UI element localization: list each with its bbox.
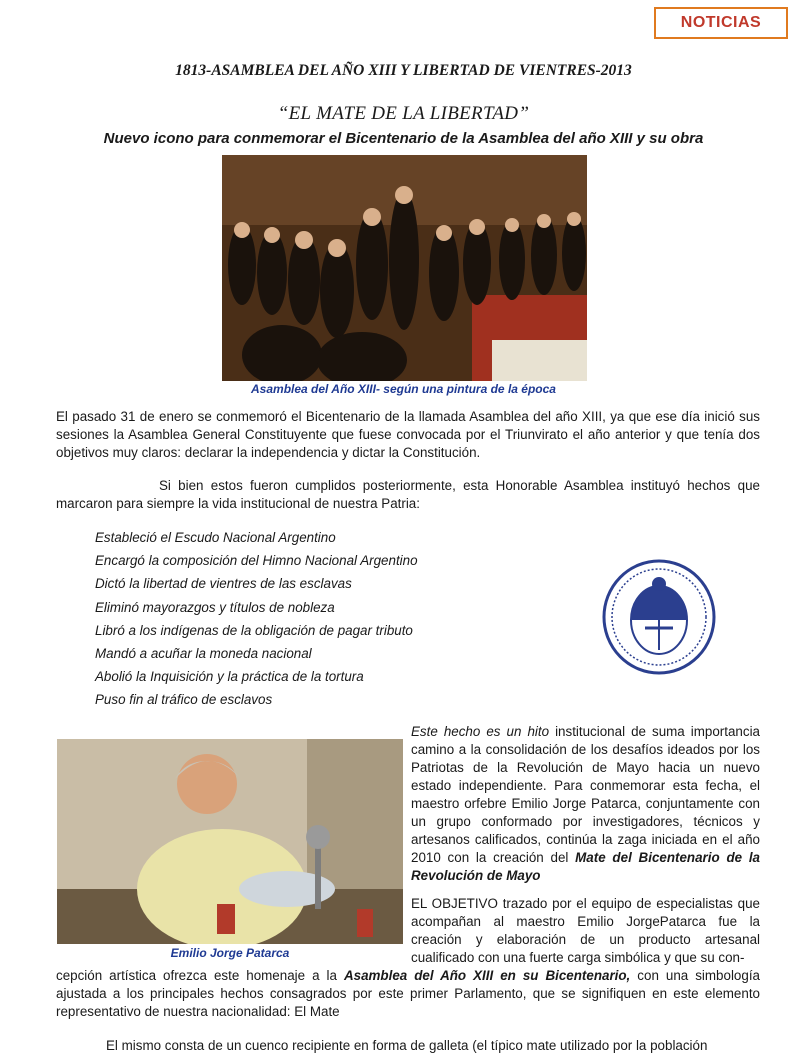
- list-item: Puso fin al tráfico de esclavos: [95, 692, 273, 708]
- column-paragraph-2: EL OBJETIVO trazado por el equipo de especialistas que acompañan al maestro Emilio JorgePatarca fue la creación y elaboración de un producto artesanal cualificado con una fuerte carga simbólica y que su con-: [411, 896, 760, 965]
- hito-lead-text: Este hecho es un hito: [411, 724, 550, 739]
- column-paragraph-1: Este hecho es un hito institucional de suma importancia camino a la consolidación de los desafíos ideados por los Patriotas de la Revolución de Mayo hacia un nuevo estado independiente. Para conmemorar esta fecha, el maestro orfebre Emilio Jorge Patarca, conjuntamente con un grupo conformado por investigadores, técnicos y artesanos calificados, continúa la zaga iniciada en el año 2010 con la creación del Mate del Bicentenario de la Revolución de Mayo: [411, 724, 761, 883]
- article-subtitle: Nuevo icono para conmemorar el Bicentenario de la Asamblea del año XIII y su obra: [103, 130, 704, 147]
- list-item: Dictó la libertad de vientres de las esclavas: [95, 576, 352, 592]
- list-item: Encargó la composición del Himno Nacional Argentino: [95, 553, 418, 569]
- intro-paragraph: El pasado 31 de enero se conmemoró el Bicentenario de la llamada Asamblea del año XIII, ya que ese día inició sus sesiones la Asamblea General Constituyente que fuese convocada por el Triunvirato el año anterior y que tenía dos objetivos muy claros: declarar la independencia y dictar la Constitución.: [56, 409, 760, 460]
- mate-bicentenario-emphasis: Mate del Bicentenario de la Revolución de Mayo: [411, 850, 761, 883]
- last-paragraph: El mismo consta de un cuenco recipiente en forma de galleta (el típico mate utilizado por la población: [106, 1038, 708, 1053]
- wide-paragraph: cepción artística ofrezca este homenaje a la Asamblea del Año XIII en su Bicentenario, con una simbología ajustada a los principales hechos consagrados por este primer Parlamento, que se signifiquen en este elemento representativo de nuestra nacionalidad: El Mate: [56, 968, 760, 1019]
- list-item: Eliminó mayorazgos y títulos de nobleza: [95, 599, 335, 615]
- asamblea-emphasis: Asamblea del Año XIII en su Bicentenario,: [343, 968, 631, 983]
- list-item: Libró a los indígenas de la obligación de pagar tributo: [95, 622, 413, 638]
- page-title: 1813-ASAMBLEA DEL AÑO XIII Y LIBERTAD DE VIENTRES-2013: [175, 62, 632, 79]
- second-paragraph: Si bien estos fueron cumplidos posteriormente, esta Honorable Asamblea instituyó hechos que marcaron para siempre la vida institucional de nuestra Patria:: [56, 478, 760, 511]
- list-item: Abolió la Inquisición y la práctica de la tortura: [95, 669, 364, 685]
- coat-of-arms-seal-icon: [601, 558, 717, 676]
- painting-caption: Asamblea del Año XIII- según una pintura de la época: [251, 382, 556, 396]
- list-item: Estableció el Escudo Nacional Argentino: [95, 530, 336, 545]
- noticias-badge: NOTICIAS: [654, 7, 788, 39]
- achievements-list: [95, 529, 418, 715]
- list-item: Mandó a acuñar la moneda nacional: [95, 645, 312, 661]
- artisan-photo-image: [57, 739, 403, 944]
- article-title: “EL MATE DE LA LIBERTAD”: [277, 103, 530, 124]
- assembly-painting-image: [222, 155, 587, 381]
- photo-caption: Emilio Jorge Patarca: [170, 946, 290, 960]
